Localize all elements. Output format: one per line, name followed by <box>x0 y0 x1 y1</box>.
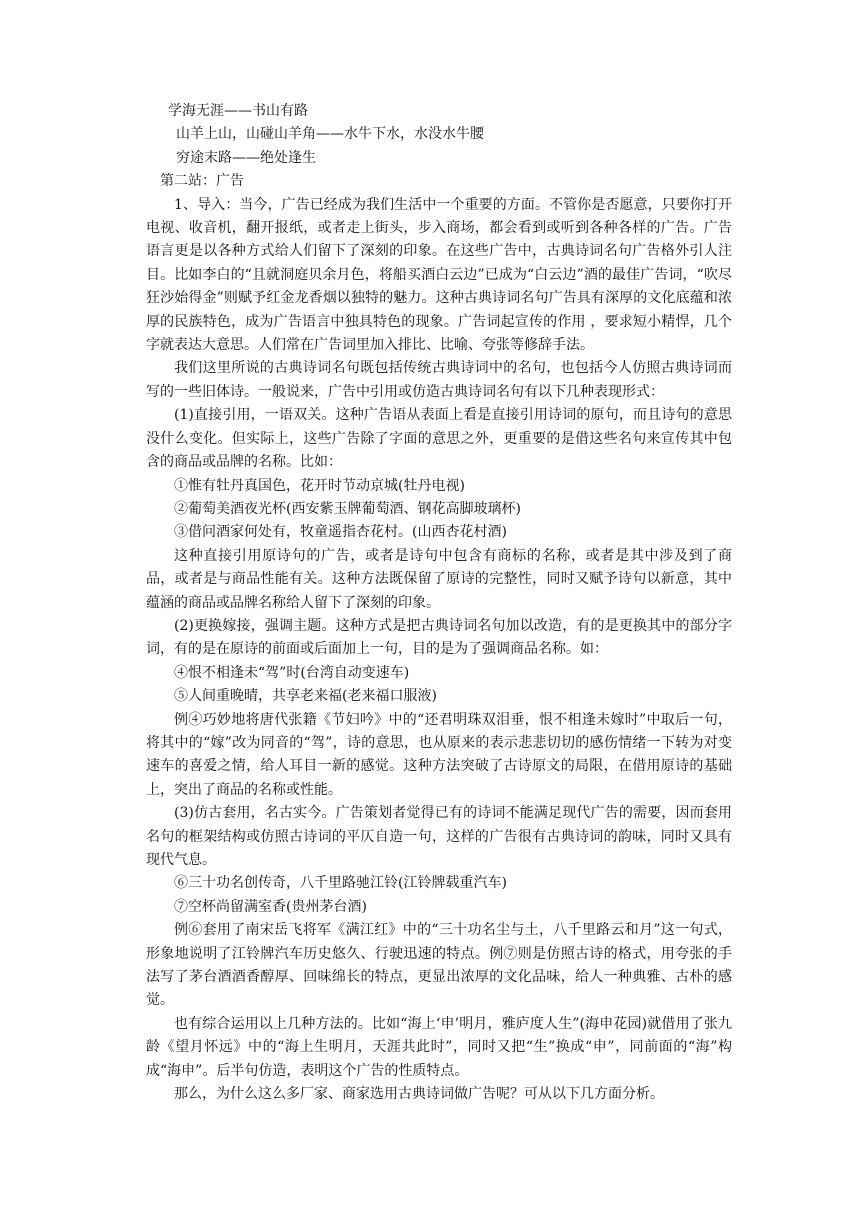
intro-paragraph: 1、导入：当今，广告已经成为我们生活中一个重要的方面。不管你是否愿意，只要你打开电视、收音机，翻开报纸，或者走上街头，步入商场，都会看到或听到各种各样的广告。广告语言更是以各种方式给人们留下了深刻的印象。在这些广告中，古典诗词名句广告格外引人注目。比如李白的“且就洞庭贝余月色，将船买酒白云边”已成为“白云边”酒的最佳广告词，“吹尽狂沙始得金”则赋予红金龙香烟以独特的魅力。这种古典诗词名句广告具有深厚的文化底蕴和浓厚的民族特色，成为广告语言中独具特色的现象。广告词起宣传的作用 ，要求短小精悍，几个字就表达大意思。人们常在广告词里加入排比、比喻、夸张等修辞手法。 <box>146 196 732 354</box>
method2-note-paragraph: 例④巧妙地将唐代张籍《节妇吟》中的“还君明珠双泪垂，恨不相逢未嫁时”中取后一句，将其中的“嫁”改为同音的“驾”，诗的意思，也从原来的表示悲悲切切的感伤情绪一下转为对变速车的喜爱之情，给人耳目一新的感觉。这种方法突破了古诗原文的局限，在借用原诗的基础上，突出了商品的名称或性能。 <box>146 711 732 798</box>
example-2: ②葡萄美酒夜光杯(西安紫玉牌葡萄酒、钢花高脚玻璃杯) <box>174 500 521 517</box>
example-1: ①惟有牡丹真国色，花开时节动京城(牡丹电视) <box>174 477 465 494</box>
method3-note-paragraph: 例⑥套用了南宋岳飞将军《满江红》中的“三十功名尘与土，八千里路云和月”这一句式，形象地说明了江铃牌汽车历史悠久、行驶迅速的特点。例⑦则是仿照古诗的格式，用夸张的手法写了茅台酒酒香醇厚、回味绵长的特点，更显出浓厚的文化品味，给人一种典雅、古朴的感觉。 <box>146 922 732 1009</box>
method1-paragraph: (1)直接引用，一语双关。这种广告语从表面上看是直接引用诗词的原句，而且诗句的意思没什么变化。但实际上，这些广告除了字面的意思之外，更重要的是借这些名句来宣传其中包含的商品或品牌的名称。比如： <box>146 407 732 471</box>
example-7: ⑦空杯尚留满室香(贵州茅台酒) <box>174 898 367 915</box>
idiom-line-3: 穷途末路——绝处逢生 <box>176 149 316 166</box>
document-body <box>146 100 732 1106</box>
section-heading: 第二站：广告 <box>160 173 244 190</box>
method3-paragraph: (3)仿古套用，名古实今。广告策划者觉得已有的诗词不能满足现代广告的需要，因而套用名句的框架结构或仿照古诗词的平仄自造一句，这样的广告很有古典诗词的韵味，同时又具有现代气息。 <box>146 805 732 868</box>
combined-paragraph: 也有综合运用以上几种方法的。比如“海上‘申’明月，雅庐度人生”(海申花园)就借用了张九龄《望月怀远》中的“海上生明月，天涯共此时”，同时又把“生”换成“申”，同前面的“海”构成“海申”。后半句仿造，表明这个广告的性质特点。 <box>146 1015 732 1079</box>
example-5: ⑤人间重晚晴，共享老来福(老来福口服液) <box>174 688 437 705</box>
idiom-line-1: 学海无涯——书山有路 <box>168 103 308 119</box>
idiom-line-2: 山羊上山，山碰山羊角——水牛下水，水没水牛腰 <box>176 126 484 143</box>
example-3: ③借问酒家何处有，牧童遥指杏花村。(山西杏花村酒) <box>174 524 507 541</box>
example-6: ⑥三十功名创传奇，八千里路驰江铃(江铃牌载重汽车) <box>174 875 507 892</box>
forms-paragraph: 我们这里所说的古典诗词名句既包括传统古典诗词中的名句，也包括今人仿照古典诗词而写的一些旧体诗。一般说来，广告中引用或仿造古典诗词名句有以下几种表现形式： <box>146 360 732 400</box>
example-4: ④恨不相逢未“驾”时(台湾自动变速车) <box>174 664 410 681</box>
method1-note-paragraph: 这种直接引用原诗句的广告，或者是诗句中包含有商标的名称，或者是其中涉及到了商品，或者是与商品性能有关。这种方法既保留了原诗的完整性，同时又赋予诗句以新意，其中蕴涵的商品或品牌名称给人留下了深刻的印象。 <box>146 547 732 611</box>
closing-paragraph: 那么，为什么这么多厂家、商家选用古典诗词做广告呢？可从以下几方面分析。 <box>174 1086 664 1103</box>
method2-paragraph: (2)更换嫁接，强调主题。这种方式是把古典诗词名句加以改造，有的是更换其中的部分字词，有的是在原诗的前面或后面加上一句，目的是为了强调商品名称。如： <box>146 617 732 658</box>
